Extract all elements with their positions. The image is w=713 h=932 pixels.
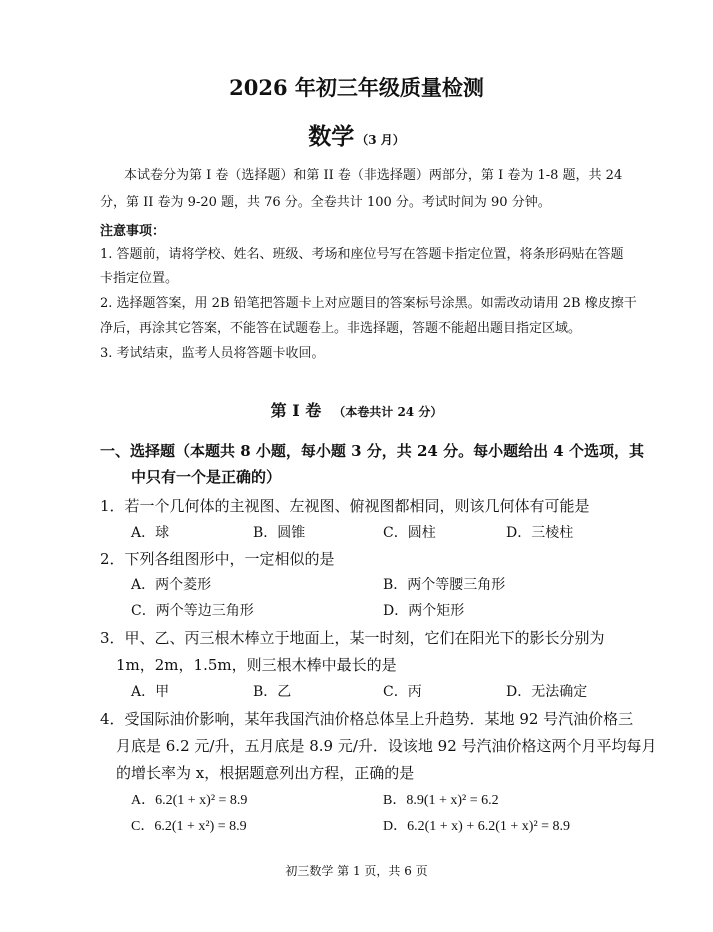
question-3-stem-line-1: 3．甲、乙、丙三根木棒立于地面上，某一时刻，它们在阳光下的影长分别为 [100, 629, 605, 647]
question-2-option-d: D．两个矩形 [383, 603, 465, 619]
intro-line-1: 本试卷分为第 I 卷（选择题）和第 II 卷（非选择题）两部分，第 I 卷为 1-8 题，共 24 [124, 168, 623, 183]
exam-month: （3 月） [356, 133, 405, 147]
part-1-subtitle: （本卷共计 24 分） [333, 405, 443, 419]
notice-1-line-2: 卡指定位置。 [100, 271, 179, 286]
question-3-option-b: B．乙 [253, 684, 292, 700]
question-1-stem: 1．若一个几何体的主视图、左视图、俯视图都相同，则该几何体有可能是 [100, 497, 590, 515]
exam-title: 2026 年初三年级质量检测 [229, 75, 484, 100]
question-1-option-a: A．球 [131, 525, 170, 541]
question-4-stem-line-1: 4．受国际油价影响，某年我国汽油价格总体呈上升趋势．某地 92 号汽油价格三 [100, 710, 634, 728]
question-2-option-c: C．两个等边三角形 [131, 603, 254, 619]
question-3-option-c: C．丙 [383, 684, 422, 700]
notice-heading: 注意事项： [100, 224, 166, 239]
question-1-option-d: D．三棱柱 [506, 525, 574, 541]
section-1-line-2: 中只有一个是正确的） [131, 468, 282, 486]
question-3-option-a: A．甲 [131, 684, 170, 700]
question-4-option-d: D．6.2(1 + x) + 6.2(1 + x)² = 8.9 [383, 819, 571, 834]
question-3-option-d: D．无法确定 [506, 684, 588, 700]
subject-name: 数学 [308, 123, 355, 150]
question-2-stem: 2．下列各组图形中，一定相似的是 [100, 550, 335, 568]
question-2-option-b: B．两个等腰三角形 [383, 577, 506, 593]
question-4-stem-line-2: 月底是 6.2 元/升，五月底是 8.9 元/升．设该地 92 号汽油价格这两个月平均每月 [116, 737, 657, 755]
question-4-option-b: B．8.9(1 + x)² = 6.2 [383, 793, 499, 808]
question-3-stem-line-2: 1m，2m，1.5m，则三根木棒中最长的是 [116, 656, 397, 674]
question-2-option-a: A．两个菱形 [131, 577, 212, 593]
intro-line-2: 分，第 II 卷为 9-20 题，共 76 分。全卷共计 100 分。考试时间为 90 分钟。 [100, 195, 551, 210]
question-1-option-c: C．圆柱 [383, 525, 436, 541]
notice-2-line-2: 净后，再涂其它答案，不能答在试题卷上。非选择题，答题不能超出题目指定区域。 [100, 321, 582, 336]
question-4-option-a: A．6.2(1 + x)² = 8.9 [131, 793, 248, 808]
section-1-line-1: 一、选择题（本题共 8 小题，每小题 3 分，共 24 分。每小题给出 4 个选项，其 [100, 442, 644, 460]
notice-1-line-1: 1. 答题前，请将学校、姓名、班级、考场和座位号写在答题卡指定位置，将条形码贴在答题 [100, 247, 624, 262]
notice-2-line-1: 2. 选择题答案，用 2B 铅笔把答题卡上对应题目的答案标号涂黑。如需改动请用 2B 橡皮擦干 [100, 296, 637, 311]
question-1-option-b: B．圆锥 [253, 525, 306, 541]
notice-3: 3. 考试结束，监考人员将答题卡收回。 [100, 346, 325, 361]
subject-heading [0, 118, 713, 151]
page-footer: 初三数学 第 1 页，共 6 页 [285, 864, 428, 878]
part-1-title [0, 398, 713, 421]
question-4-stem-line-3: 的增长率为 x，根据题意列出方程，正确的是 [116, 764, 415, 782]
part-1-label: 第 I 卷 [270, 401, 322, 420]
question-4-option-c: C．6.2(1 + x²) = 8.9 [131, 819, 247, 834]
